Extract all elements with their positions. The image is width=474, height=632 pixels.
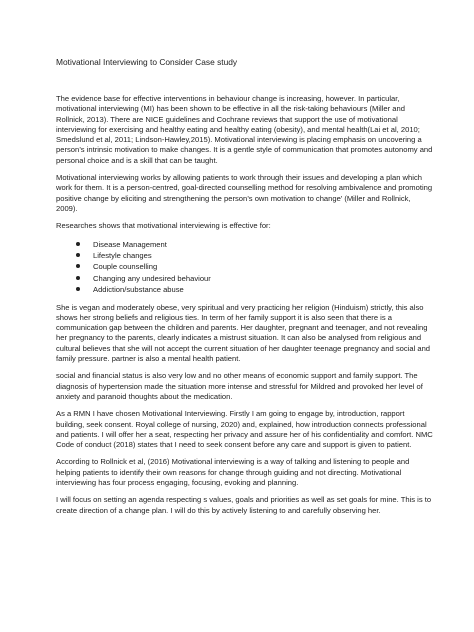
intro-paragraph-3: Researches shows that motivational interviewing is effective for: bbox=[56, 221, 271, 231]
list-item bbox=[76, 284, 434, 295]
list-item bbox=[76, 239, 434, 250]
bullet-icon bbox=[76, 253, 80, 257]
list-item bbox=[76, 250, 434, 261]
list-item bbox=[76, 273, 434, 284]
list-item-text: Lifestyle changes bbox=[93, 250, 152, 260]
bullet-icon bbox=[76, 287, 80, 291]
document-title: Motivational Interviewing to Consider Case study bbox=[56, 57, 238, 67]
intro-paragraph-2: Motivational interviewing works by allowing patients to work through their issues and developing a plan which work for them. It is a person-centred, goal-directed counselling method for resolving ambivalence and promoting positive change by eliciting and strengthening the person’s own motivation to change’ (Miller and Rollnick, 2009). bbox=[56, 173, 433, 213]
intro-paragraph-1: The evidence base for effective interventions in behaviour change is increasing, however. In particular, motivational interviewing (MI) has been shown to be effective in all the risk-taking behaviours (Miller and Rollnick, 2013). There are NICE guidelines and Cochrane reviews that support the use of motivational interviewing for exercising and healthy eating and healthy eating (obesity), and mental health(Lai et al, 2010; Smedslund et al, 2011; Lindson-Hawley,2015). Motivational interviewing is placing emphasis on uncovering a person’s intrinsic motivation to make changes. It is a gentle style of communication that promotes autonomy and personal choice and is a skill that can be taught. bbox=[56, 94, 433, 165]
list-item bbox=[76, 261, 434, 272]
body-paragraph-1: She is vegan and moderately obese, very spiritual and very practicing her religion (Hinduism) strictly, this also shows her strong beliefs and religious ties. In term of her family support it is also seen that there is a communication gap between the children and parents. Her daughter, pregnant and teenager, and not revealing her pregnancy to the parents, clearly indicates a mistrust situation. It can also be analysed from religious and cultural believes that she will not accept the current situation of her daughter teenage pregnancy and social and family pressure. partner is also a mental health patient. bbox=[56, 302, 431, 364]
list-item-text: Changing any undesired behaviour bbox=[93, 273, 211, 283]
list-item-text: Addiction/substance abuse bbox=[93, 285, 184, 295]
list-item-text: Disease Management bbox=[93, 239, 167, 249]
bullet-icon bbox=[76, 264, 80, 268]
list-item-text: Couple counselling bbox=[93, 262, 158, 272]
body-paragraph-4: According to Rollnick et al, (2016) Motivational interviewing is a way of talking and listening to people and helping patients to identify their own reasons for change through guiding and not directing. Motivational interviewing has four process engaging, focusing, evoking and planning. bbox=[56, 457, 410, 488]
bullet-icon bbox=[76, 276, 80, 280]
body-paragraph-5: I will focus on setting an agenda respecting s values, goals and priorities as well as set goals for mine. This is to create direction of a change plan. I will do this by actively listening to and carefully observing her. bbox=[56, 495, 432, 515]
body-paragraph-3: As a RMN I have chosen Motivational Interviewing. Firstly I am going to engage by, introduction, rapport building, seek consent. Royal college of nursing, 2020) and, explained, how introduction connects professional and patients. I will offer her a seat, respecting her privacy and assure her of his confidentiality and comfort. NMC Code of conduct (2018) states that I need to seek consent before any care and support is given to patient. bbox=[56, 409, 433, 450]
bullet-icon bbox=[76, 242, 80, 246]
body-paragraph-2: social and financial status is also very low and no other means of economic support and family support. The diagnosis of hypertension made the situation more intense and stressful for Mildred and provoked her level of anxiety and paranoid thoughts about the medication. bbox=[56, 371, 423, 401]
effectiveness-list bbox=[56, 239, 434, 296]
